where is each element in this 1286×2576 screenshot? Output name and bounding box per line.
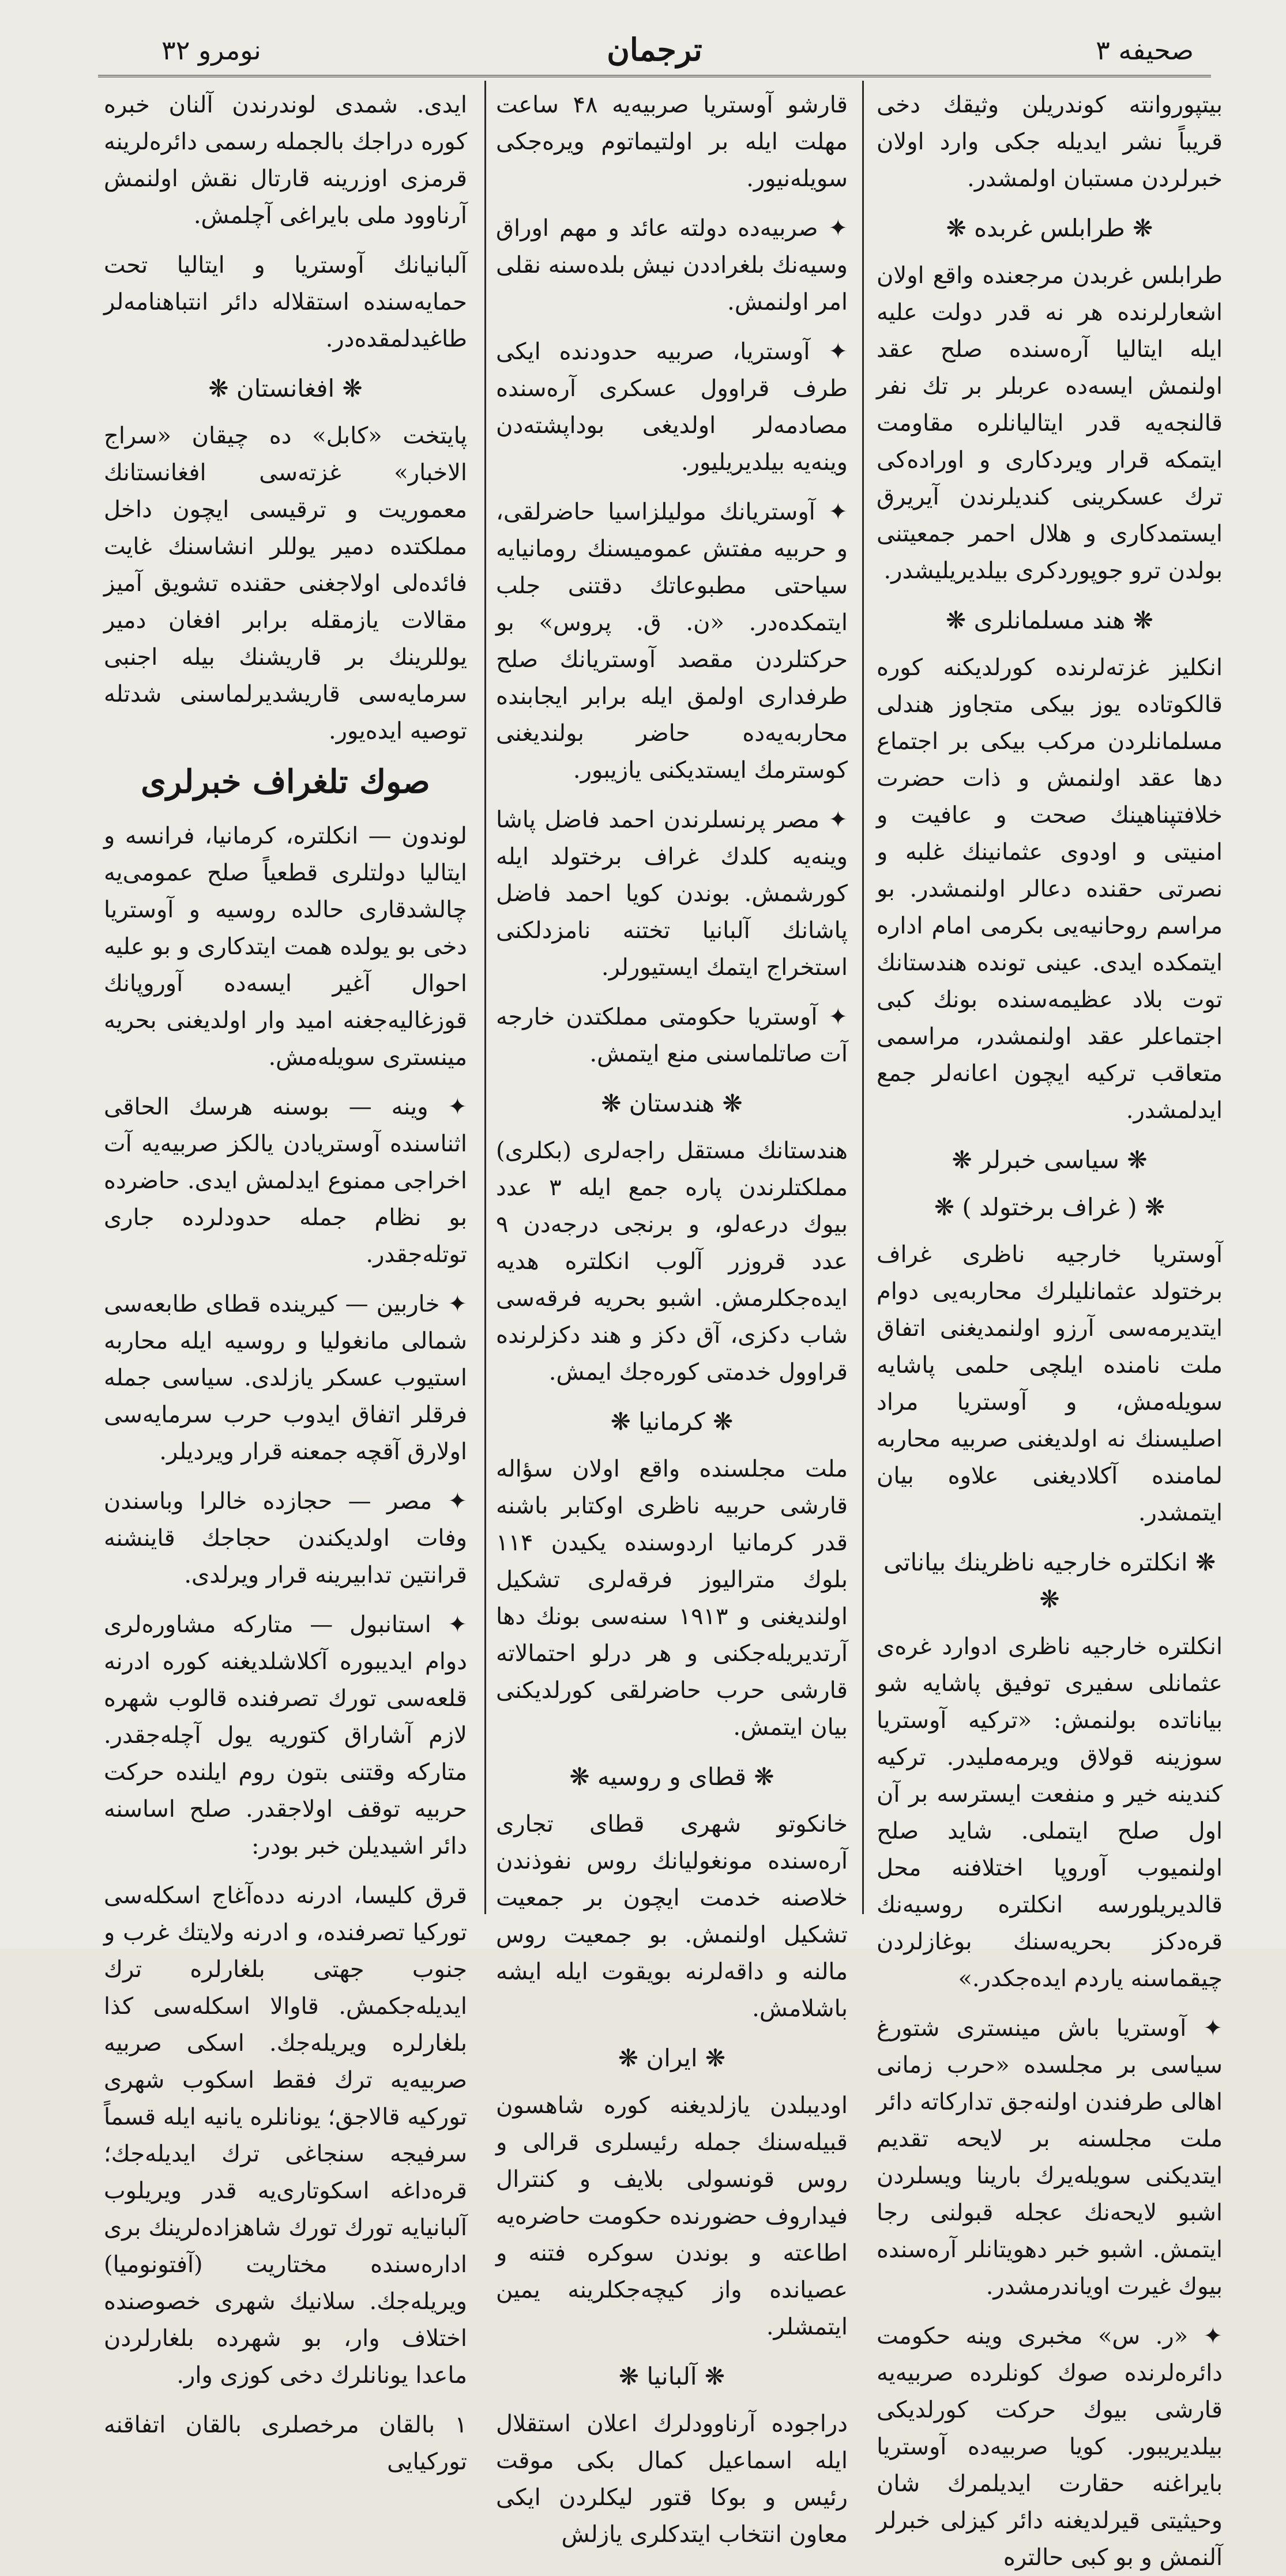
article-paragraph: اودیبلدن یازلدیغنه کوره شاهسون قبیله‌سنك جمله رئیسلری قرالی و روس قونسولی بلایف و کنترال فیداروف حضورنده حکومت حاضره‌یه اطاعته و بوندن سوکره فتنه و عصیانده واز کیچه‌جکلرینه یمین ایتمشلر. bbox=[496, 2092, 848, 2340]
issue-number: نومرو ۳۲ bbox=[161, 35, 261, 66]
article-paragraph: خانکوتو شهری قطای تجاری آره‌سنده مونغولیا‌نك روس نفوذندن خلاصنه خدمت ایچون بر جمعیت تشکیل اولنمش. بو جمعیت روس مالنه و داقه‌لرنه بویقوت ایله ایشه باشلامش. bbox=[496, 1811, 848, 2022]
section-heading: ❋ افغانستان ❋ bbox=[208, 374, 363, 402]
column-right bbox=[877, 86, 1223, 2571]
article-paragraph: ✦ «ر. س» مخبری وینه حکومت دائره‌لرنده صوك کونلرده صربیه‌یه قارشی بیوك حرکت کورلدیکی بیلدیریبور. کویا صربیه‌ده آوستریا بایراغنه حقارت ایدیلمرك شان وحیثیتی قیرلدیغنه دائر کیزلی خبرلر آلنمش و بو کبی حالتره bbox=[877, 2323, 1223, 2571]
section-heading: ❋ آلبانیا ❋ bbox=[618, 2362, 725, 2390]
article-paragraph: بیتپوروانته کوندریلن وثیقك دخی قریباً نشر ایدیله جکی وارد اولان خبرلردن مستبان اولمشدر. bbox=[877, 92, 1223, 192]
article-paragraph: هندستانك مستقل راجه‌لری (بکلری) مملکتلرندن پاره جمع ایله ۳ عدد بیوك درعه‌لو، و برنجی درجه‌دن ۹ عدد قروزر آلوب انکلتره هدیه ایده‌جکلرمش. اشبو بحریه فرقه‌سی شاب دکزی، آق دکز و هند دکزلرنده قراوول خدمتی کوره‌جك ایمش. bbox=[496, 1138, 848, 1385]
section-title: صوك تلغراف خبرلری bbox=[141, 763, 430, 801]
section-heading: ❋ ایران ❋ bbox=[618, 2044, 726, 2072]
article-paragraph: انکلیز غزته‌لرنده کورلدیکنه کوره قالکوتاده یوز بیکی متجاوز هندلی مسلمانلردن مرکب بیکی بر اجتماع دها عقد اولنمش و ذات حضرت خلافتپناهینك صحت و عافیت و امنیتی و اودوی عثمانینك غلبه و نصرتی حقنده دعالر اولنمشدر. بو مراسم روحانیه‌یی بکرمی امام اداره ایتمکده ایدی. عینی تونده هندستانك توت بلاد عظیمه‌سنده بونك کبی اجتماعلر عقد اولنمشدر، مراسمی متعاقب ترکیه ایچون اعانه‌لر جمع ایدلمشدر. bbox=[877, 654, 1223, 1124]
article-paragraph: ✦ وینه — بوسنه هرسك الحاقی اثناسنده آوستریادن یالکز صربیه‌یه آت اخراجی ممنوع ایدلمش ایدی. حاضرده بو نظام جمله حدودلرده جاری توتله‌جقدر. bbox=[104, 1094, 467, 1268]
article-paragraph: ✦ مصر پرنسلرندن احمد فاضل پاشا وینه‌یه کلدك غراف برختولد ایله کورشمش. بوندن کویا احمد فاضل پاشانك آلبانیا تختنه نامزدلکنی استخراج ایتمك ایستیورلر. bbox=[496, 807, 848, 981]
article-paragraph: ✦ استانبول — متارکه مشاوره‌لری دوام ایدیبوره آکلاشلدیغنه کوره ادرنه قلعه‌سی تورك تصرفنده قالوب شهره لازم آشاراق کتوریه یول آچله‌جقدر. متارکه وقتنی بتون روم ایلنده حرکت حربیه توقف اولاجقدر. صلح اساسنه دائر اشیدیلن خبر بودر: bbox=[104, 1611, 467, 1859]
section-heading: ❋ سیاسی خبرلر ❋ bbox=[952, 1146, 1148, 1174]
article-paragraph: پایتخت «کابل» ده چیقان «سراج الاخبار» غزته‌سی افغانستانك معموریت و ترقیسی ایچون داخل مملکتده دمیر یوللر انشاسنك غایت فائده‌لی اولاجغنی حقنده تشویق آمیز مقالات یازمقله برابر افغان دمیر یوللرینك بر قاریشنك بیله اجنبی سرمایه‌سی قاریشدیرلماسنی شدتله توصیه ایده‌یور. bbox=[104, 423, 467, 744]
column-divider bbox=[484, 81, 486, 1914]
article-paragraph: ✦ صربیه‌ده دولته عائد و مهم اوراق وسیه‌نك بلغراددن نیش بلده‌سنه نقلی امر اولنمش. bbox=[496, 215, 848, 315]
article-paragraph: آوستریا خارجیه ناظری غراف برختولد عثمانلیلرك محاربه‌یی دوام ایتدیرمه‌سی آرزو اولنمدیغنی اتفاق ملت نامنده ایلچی حلمی پاشایه سویله‌مش، و آوستریا مراد اصلیسنك نه اولدیغنی صربیه محاربه لمامنده آکلادیغنی علاوه بیان ایتمشدر. bbox=[877, 1241, 1223, 1526]
article-paragraph: آلبانیانك آوستریا و ایتالیا تحت حمایه‌سنده استقلاله دائر انتباهنامه‌لر طاغیدلمقده‌در. bbox=[104, 252, 467, 352]
section-heading: ❋ هند مسلمانلری ❋ bbox=[946, 606, 1153, 634]
article-paragraph: ملت مجلسنده واقع اولان سؤاله قارشی حربیه ناظری اوکتابر باشنه قدر کرمانیا اردوسنده یکیدن ۱۱۴ بلوك مترالیوز فرقه‌لری تشکیل اولندیغنی و ۱۹۱۳ سنه‌سی بونك دها آرتدیریله‌جکنی و هر درلو احتمالاته قارشی حرب حاضرلقی کورلدیکنی بیان ایتمش. bbox=[496, 1456, 848, 1741]
article-paragraph: ۱ بالقان مرخصلری بالقان اتفاقنه تورکیایی bbox=[104, 2412, 467, 2475]
column-left bbox=[104, 86, 467, 2475]
section-heading: ❋ هندستان ❋ bbox=[601, 1089, 743, 1117]
article-paragraph: ✦ خاربین — کیرینده قطای طابعه‌سی شمالی مانغولیا و روسیه ایله محاربه استیوب عسکر یازلدی. سیاسی جمله فرقلر اتفاق ایدوب حرب سرمایه‌سی اولارق آقچه جمعنه قرار ویردیلر. bbox=[104, 1291, 467, 1465]
article-paragraph: ✦ مصر — حجازده خالرا وباسندن وفات اولدیکندن حجاجك قاینشنه قرانتین تدابیرینه قرار ویرلدی. bbox=[104, 1488, 467, 1588]
section-heading: ❋ قطای و روسیه ❋ bbox=[569, 1762, 774, 1791]
article-paragraph: قرق کلیسا، ادرنه دده‌آغاج اسکله‌سی تورکیا تصرفنده، و ادرنه ولایتك غرب و جنوب جهتی بلغارلره ترك ایدیله‌جکمش. قاوالا اسکله‌سی کذا بلغارلره ویریله‌جك. اسکی صربیه صربیه‌یه ترك فقط اسکوب شهری تورکیه قالاجق؛ یونانلره یانیه ایله قسماً سرفیجه سنجاغی ترك ایدیله‌جك؛ قره‌داغه اسکوتاری‌یه قدر ویریلوب آلبانیایه تورك تورك شاهزاده‌لرینك بری اداره‌سنده مختاریت (آفتونومیا) ویریله‌جك. سلانیك شهری خصوصنده اختلاف وار، بو شهرده بلغارلردن ماعدا یونانلرك دخی کوزی وار. bbox=[104, 1882, 467, 2389]
article-paragraph: لوندون — انکلتره، کرمانیا، فرانسه و ایتالیا دولتلری قطعیاً صلح عمومی‌یه چالشدقاری حالده روسیه و آوستریا دخی بو یولده همت ایتدکاری و بو علیه احوال آغیر ایسه‌ده آوروپانك قوزغالیه‌جغنه امید وار اولدیغنی بحریه مینستری سویله‌مش. bbox=[104, 823, 467, 1071]
column-middle bbox=[496, 86, 848, 2548]
masthead bbox=[98, 23, 1211, 77]
article-paragraph: قارشو آوستریا صربیه‌یه ۴۸ ساعت مهلت ایله بر اولتیماتوم ویره‌جکی سویله‌نیور. bbox=[496, 92, 848, 192]
article-paragraph: ✦ آوستریا باش مینستری شتورغ سیاسی بر مجلسده «حرب زمانی اهالی طرفندن اولنه‌جق تدارکاته دائر ملت مجلسنه بر لایحه تقدیم ایتدیکنی سویله‌یرك بارینا ویسلردن اشبو لایحه‌نك عجله قبولنی رجا ایتمش. اشبو خبر دهویتانلر آره‌سنده بیوك غیرت اویاندرمشدر. bbox=[877, 2015, 1223, 2300]
newspaper-title: ترجمان bbox=[607, 31, 702, 68]
column-divider bbox=[862, 81, 864, 1914]
page-number: صحیفه ۳ bbox=[1096, 35, 1194, 66]
section-heading: ❋ انکلتره خارجیه ناظرینك بیاناتی ❋ bbox=[883, 1548, 1216, 1613]
article-paragraph: دراجوده آرناوودلرك اعلان استقلال ایله اسماعیل کمال بکی موقت رئیس و بوکا قتور لیکلردن ایکی معاون انتخاب ایتدکلری یازلش bbox=[496, 2411, 848, 2548]
article-paragraph: ✦ آوستریا حکومتی مملکتدن خارجه آت صاتلماسنی منع ایتمش. bbox=[496, 1004, 848, 1067]
section-heading: ❋ کرمانیا ❋ bbox=[610, 1407, 734, 1436]
article-paragraph: ✦ آوستریا، صربیه حدودنده ایکی طرف قراوول عسکری آره‌سنده مصادمه‌لر اولدیغی بوداپشته‌دن وینه‌یه بیلدیریلیور. bbox=[496, 338, 848, 476]
article-paragraph: ایدی. شمدی لوندرندن آلنان خبره کوره دراجك بالجمله رسمی دائره‌لرینه قرمزی اوزرینه قارتال نقش اولنمش آرناوود ملی بایراغی آچلمش. bbox=[104, 92, 467, 229]
article-paragraph: ✦ آوستریانك مولیلزاسیا حاضرلقی، و حربیه مفتش عمومیسنك رومانیایه سیاحتی مطبوعاتك دقتنی جلب ایتمکده‌در. «ن. ق. پروس» بو حرکتلردن مقصد آوستریانك صلح طرفداری اولمق ایله برابر ایجابنده محاربه‌یه‌ده حاضر بولندیغنی کوسترمك ایستدیکنی یازیبور. bbox=[496, 499, 848, 784]
section-heading: ❋ ( غراف برختولد ) ❋ bbox=[934, 1193, 1165, 1221]
article-paragraph: طرابلس غربدن مرجعنده واقع اولان اشعارلرنده هر نه قدر دولت علیه ایله ایتالیا آره‌سنده صلح عقد اولنمش ایسه‌ده عربلر بر تك نفر قالنجه‌یه قدر ایتالیانلره مقاومت ایتمکه قرار ویردکاری و اوراده‌کی ترك عسکرینی کندیلرندن آیریرق ایستمدکاری و هلال احمر جمعیتنی بولدن ترو جوپوردکری بیلدیریلیشدر. bbox=[877, 262, 1223, 584]
article-paragraph: انکلتره خارجیه ناظری ادوارد غره‌ی عثمانلی سفیری توفیق پاشایه شو بیاناتده بولنمش: «ترکیه آوستریا سوزینه قولاق ویرمه‌ملیدر. ترکیه کندینه خیر و منفعت ایسترسه بر آن اول صلح ایتملی. شاید صلح اولنمیوب آوروپا اختلافنه محل قالدیریلورسه انکلتره روسیه‌نك قره‌دکز بحریه‌سنك بوغازلردن چیقماسنه یاردم ایده‌جکدر.» bbox=[877, 1633, 1223, 1992]
section-heading: ❋ طرابلس غربده ❋ bbox=[946, 214, 1153, 242]
